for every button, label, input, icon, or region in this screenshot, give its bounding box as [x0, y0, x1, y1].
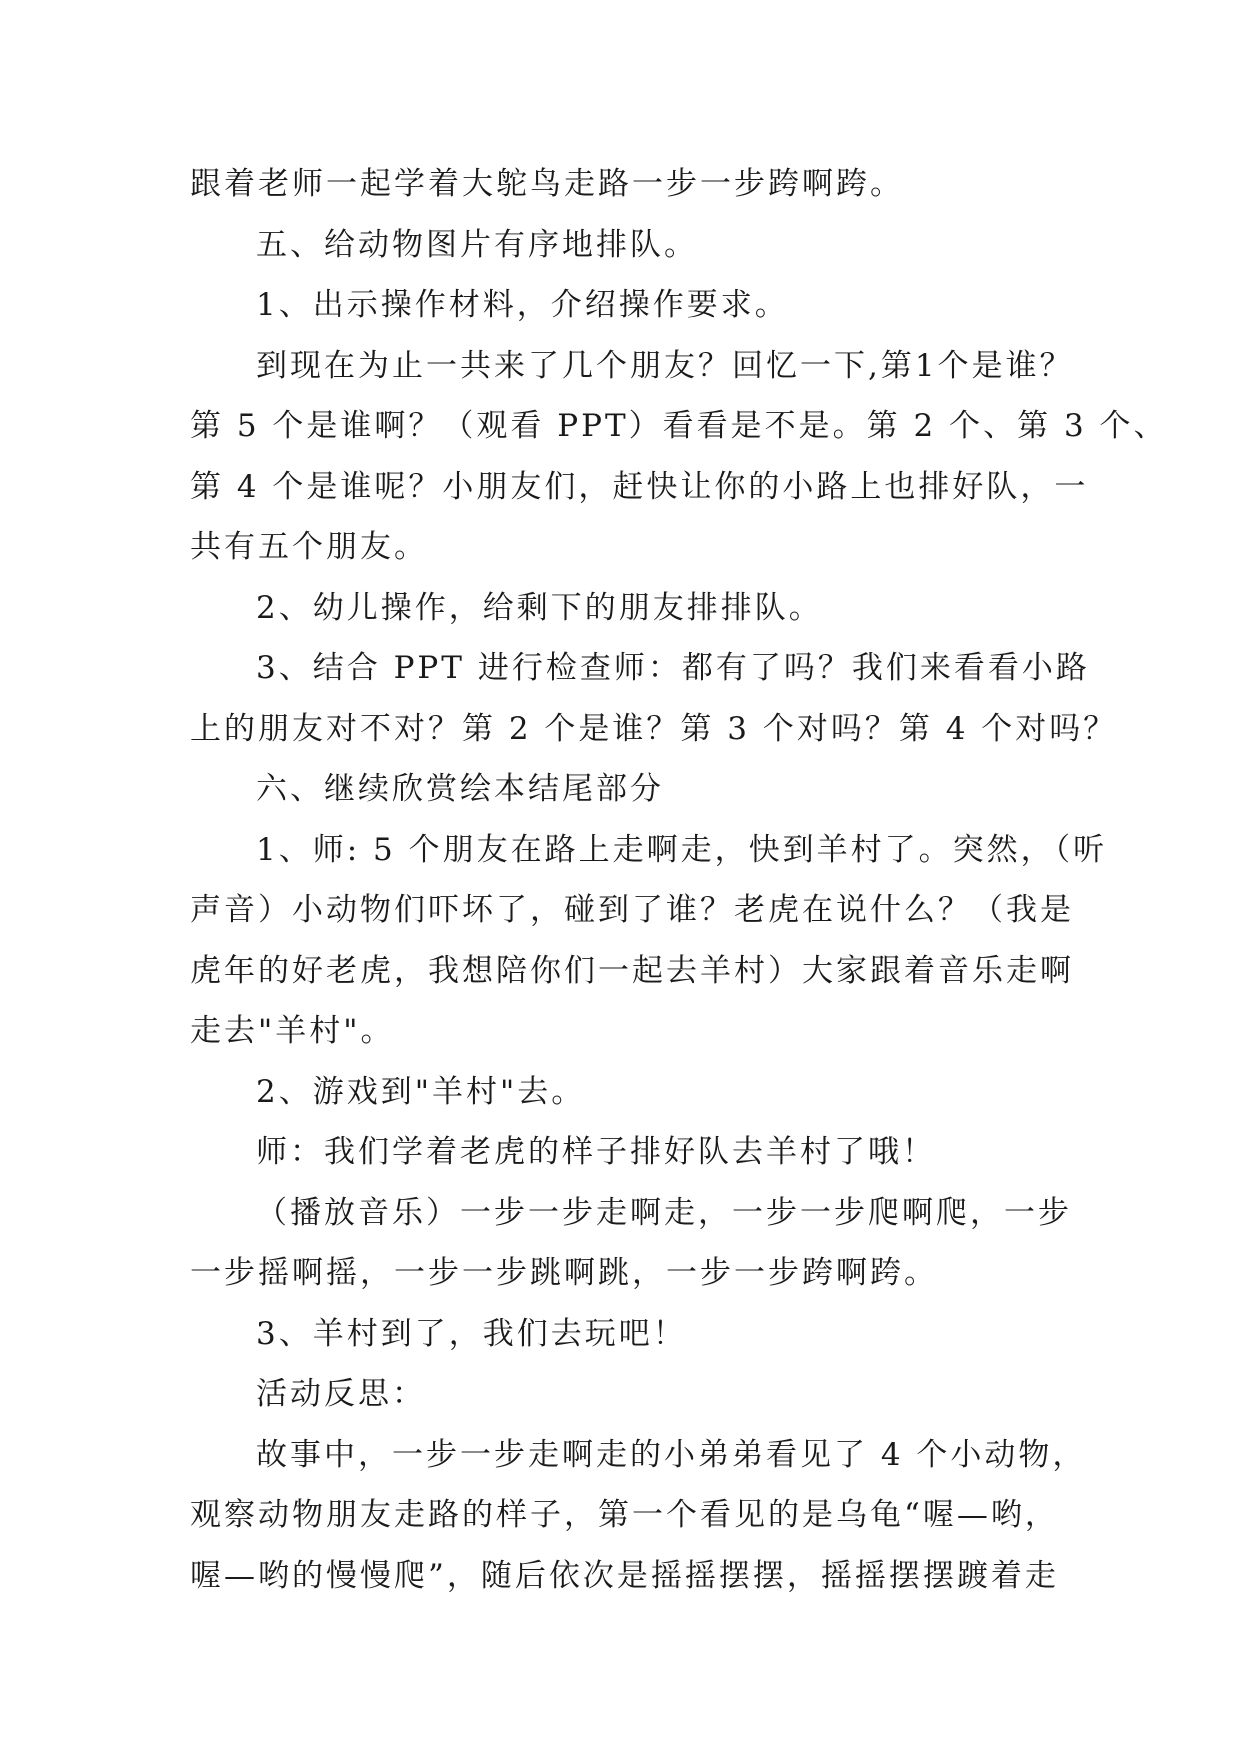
text-line: 活动反思： [256, 1376, 426, 1412]
text-line: 声音）小动物们吓坏了，碰到了谁？老虎在说什么？（我是 [190, 892, 1074, 928]
text-line: 走去"羊村"。 [190, 1013, 395, 1049]
text-line: 虎年的好老虎，我想陪你们一起去羊村）大家跟着音乐走啊 [190, 952, 1074, 989]
text-line: 第 5 个是谁啊？（观看 PPT）看看是不是。第 2 个、第 3 个、 [190, 408, 1168, 444]
text-line: 喔—哟的慢慢爬”，随后依次是摇摇摆摆，摇摇摆摆踱着走 [190, 1557, 1059, 1594]
text-line: 观察动物朋友走路的样子，第一个看见的是乌龟“喔—哟， [190, 1497, 1059, 1533]
text-line: （播放音乐）一步一步走啊走，一步一步爬啊爬，一步 [256, 1194, 1072, 1231]
text-line: 3、结合 PPT 进行检查师：都有了吗？我们来看看小路 [256, 650, 1090, 686]
text-line: 六、继续欣赏绘本结尾部分 [256, 771, 664, 807]
text-line: 2、游戏到"羊村"去。 [256, 1073, 586, 1110]
document-body [190, 154, 1168, 1606]
text-line: 第 4 个是谁呢？小朋友们，赶快让你的小路上也排好队，一 [190, 468, 1089, 505]
text-line: 一步摇啊摇，一步一步跳啊跳，一步一步跨啊跨。 [190, 1255, 938, 1291]
text-line: 师：我们学着老虎的样子排好队去羊村了哦！ [256, 1134, 936, 1170]
text-line: 1、师: 5 个朋友在路上走啊走，快到羊村了。突然，（听 [256, 831, 1108, 868]
text-line: 2、幼儿操作，给剩下的朋友排排队。 [256, 589, 823, 626]
text-line: 上的朋友对不对？第 2 个是谁？第 3 个对吗？第 4 个对吗？ [190, 710, 1118, 747]
text-line: 跟着老师一起学着大鸵鸟走路一步一步跨啊跨。 [190, 166, 904, 202]
text-line: 3、羊村到了，我们去玩吧！ [256, 1315, 687, 1352]
text-line: 五、给动物图片有序地排队。 [256, 226, 698, 263]
text-line: 1、出示操作材料，介绍操作要求。 [256, 287, 789, 323]
text-line: 共有五个朋友。 [190, 529, 428, 565]
text-line: 故事中，一步一步走啊走的小弟弟看见了 4 个小动物， [256, 1436, 1087, 1473]
text-line: 到现在为止一共来了几个朋友？回忆一下,第1个是谁？ [256, 347, 1074, 384]
